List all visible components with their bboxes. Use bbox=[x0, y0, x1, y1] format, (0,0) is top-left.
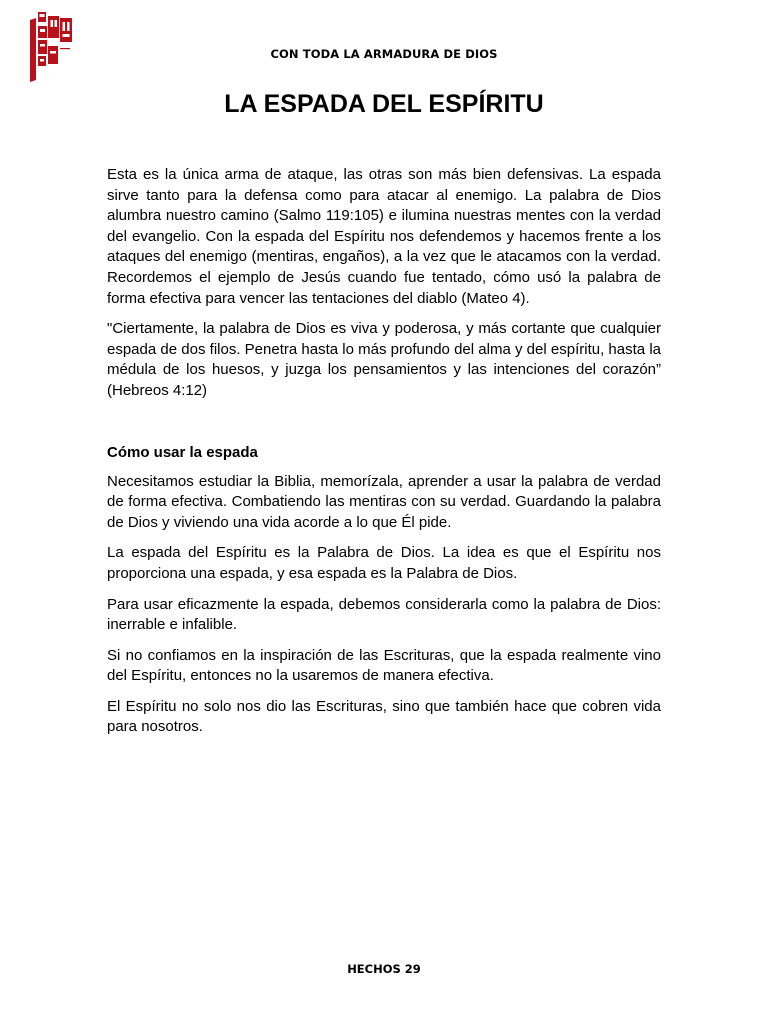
section-paragraph: La espada del Espíritu es la Palabra de Dios. La idea es que el Espíritu nos proporciona una espada, y esa espada es la Palabra de Dios. bbox=[107, 544, 661, 582]
page-title: LA ESPADA DEL ESPÍRITU bbox=[224, 90, 544, 118]
section-paragraph: Necesitamos estudiar la Biblia, memorízala, aprender a usar la palabra de verdad de forma efectiva. Combatiendo las mentiras con su verdad. Guardando la palabra de Dios y viviendo una vida acorde a lo que Él pide. bbox=[107, 472, 661, 531]
section-paragraph: Si no confiamos en la inspiración de las Escrituras, que la espada realmente vino del Espíritu, entonces no la usaremos de manera efectiva. bbox=[107, 646, 661, 685]
document-body bbox=[107, 165, 661, 748]
hechos-29-logo bbox=[8, 6, 82, 84]
logo-graphic bbox=[8, 6, 82, 84]
section-paragraph: Para usar eficazmente la espada, debemos considerarla como la palabra de Dios: inerrable e infalible. bbox=[107, 595, 661, 634]
running-header: CON TODA LA ARMADURA DE DIOS bbox=[270, 47, 498, 61]
intro-paragraph: Esta es la única arma de ataque, las otras son más bien defensivas. La espada sirve tanto para la defensa como para atacar al enemigo. La palabra de Dios alumbra nuestro camino (Salmo 119:105) e ilumina nuestras mentes con la verdad del evangelio. Con la espada del Espíritu nos defendemos y hacemos frente a los ataques del enemigo (mentiras, engaños), a la vez que le atacamos con la verdad. Recordemos el ejemplo de Jesús cuando fue tentado, cómo usó la palabra de forma efectiva para vencer las tentaciones del diablo (Mateo 4). bbox=[107, 166, 661, 307]
quote-paragraph: "Ciertamente, la palabra de Dios es viva y poderosa, y más cortante que cualquier espada de dos filos. Penetra hasta lo más profundo del alma y del espíritu, hasta la médula de los huesos, y juzga los pensamientos y las intenciones del corazón” (Hebreos 4:12) bbox=[107, 320, 661, 399]
section-paragraph: El Espíritu no solo nos dio las Escrituras, sino que también hace que cobren vida para nosotros. bbox=[107, 697, 661, 736]
running-footer: HECHOS 29 bbox=[347, 962, 421, 976]
section-heading: Cómo usar la espada bbox=[107, 443, 258, 461]
